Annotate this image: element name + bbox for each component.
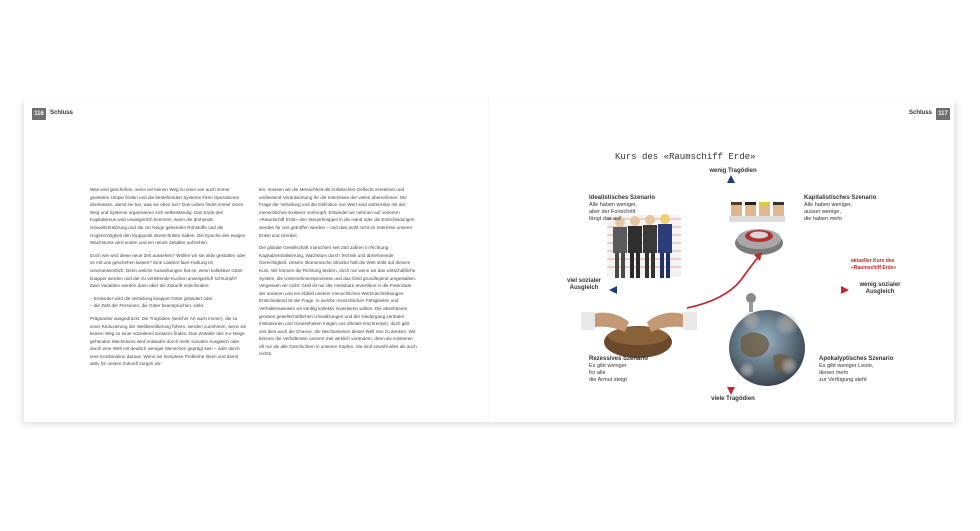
axis-label-left: viel sozialer Ausgleich (566, 278, 602, 291)
scenario-apocalyptic (819, 356, 893, 384)
apocalypse-earth-illustration (729, 293, 805, 386)
scenario-text: Alle haben weniger, aber der Fortschritt fängt das auf (589, 202, 638, 222)
paragraph: len, müssen wir die Menschheit als holistisches Geflecht verstehen und umfassend Verantwortung für die Interessen der vielen übernehmen. Die Frage der Verteilung und die Definition von Wert sind untrennbar mit der menschlichen Existenz verknüpft. Entweder wir nehmen auf unserem «Raumschiff Erde» den Steuerknüppel in die Hand oder die Entscheidungen werden für uns getroffen werden – und dies wohl nicht im Interesse unserer Enkel und Urenkel. (259, 187, 415, 238)
diagram-title: Kurs des «Raumschiff Erde» (615, 152, 756, 162)
spaceship-illustration (735, 229, 783, 255)
paragraph: Die globale Gesellschaft marschiert seit 250 Jahren in Richtung Kapitalzentralisierung, Wachstum durch Technik und abnehmende Gerechtigkeit. Unsere ökonomische Struktur hält die Welt strikt auf diesem Kurs. Wir können die Richtung ändern, doch nur wenn wir das wirtschaftliche System, die Unternehmensprozesse und das Geld grundlegend umgestalten. Vergessen wir nicht: Geld ist nur der messbare Investition in die Potenziale der anderen und ein Abbild unserer menschlichen Wertzuschreibungen. Entscheidend ist die Frage, in welche menschlichen Fähigkeiten und Verhaltensweisen wir künftig kollektiv investieren wollen. Die absehbaren grossen gesellschaftlichen Umwälzungen und der Niedergang zentraler Institutionen und Gewissheiten mögen uns oftmals erschrecken, doch gibt uns dies auch die Chance, die Mechanismen dieser Welt neu zu denken. Wir können die Verhältnisse unserer Zeit wirklich verändern, denn sie existieren oft nur als alte Geschichten in unseren Köpfen. Sie sind sowohl alles als auch nichts. (259, 245, 417, 357)
axis-label-right: wenig sozialer Ausgleich (859, 282, 901, 295)
left-running-head: Schluss (50, 110, 74, 116)
right-running-head: Schluss (908, 110, 932, 116)
paragraph: Was wird geschehen, wenn wir keinen Weg zu einer wie auch immer gearteten Utopie finden und die bestehenden Systeme ihren Operationen überlassen, damit sie tun, was sie eben tun? Das Leben findet immer einen Weg und Systeme organisieren sich selbstständig. Das Ende des Kapitalismus wird unweigerlich kommen, wenn die drohende Umweltzerstörung und die zur Neige gehenden Rohstoffe und die Ungerechtigkeit den Kipppunkt überschritten haben. Die Epoche des ewigen Wachstums wird enden und ein neues Zeitalter aufziehen. (90, 187, 246, 246)
axis-label-bottom: viele Tragödien (711, 396, 755, 402)
scenario-title: Rezessives Szenario (589, 356, 649, 362)
scenario-text: Es gibt weniger für alle die Armut steigt (589, 363, 627, 383)
left-page-number: 116 (32, 108, 46, 120)
paragraph: – Entweder wird die Verteilung knapper Güter geändert oder – die Zahl der Personen, die Güter beanspruchen, sinkt. (90, 295, 213, 309)
text-column-1 (90, 186, 248, 373)
scenario-recessive (589, 356, 648, 384)
paragraph: Prägnanter ausgedrückt: Die Tragödien (welcher Art auch immer), die zu einer Reduzierung der Weltbevölkerung führen, werden zunehmen, wenn wir keinen Weg zu einer sozialeren Existenz finden. Das Zeitalter des zur Neige gehenden Wachstums wird entweder durch mehr sozialen Ausgleich oder durch eine Welt mit deutlich weniger Menschen geprägt sein – oder durch eine Kombination daraus. Wenn wir komplexe Probleme lösen und damit aktiv für unsere Zukunft sorgen wir- (90, 315, 247, 367)
book-spread (24, 100, 954, 422)
paragraph: Doch wie wird diese neue Zeit aussehen? Wollen wir sie aktiv gestalten oder es mit uns geschehen lassen? Eine Laissez-faire-Haltung ist unverantwortlich. Denn welche Auswirkungen hat es, wenn kollektive Güter knapper werden und der zu verteilende Kuchen unweigerlich schrumpft? Zwei Variablen werden dann über die Zukunft entscheiden: (90, 252, 246, 289)
scenario-title: Kapitalistisches Szenario (804, 195, 877, 201)
text-column-2 (259, 186, 417, 363)
scenario-title: Idealistisches Szenario (589, 195, 656, 201)
left-page (24, 100, 489, 422)
scenario-capitalist (804, 195, 876, 223)
scenario-title: Apokalyptisches Szenario (819, 356, 894, 362)
scenario-text: Alle haben weniger, ausser wenige, die haben mehr (804, 202, 853, 222)
right-page-number: 117 (936, 108, 950, 120)
scenario-idealistic (589, 195, 655, 223)
scenario-text: Es gibt weniger Leute, denen mehr zur Verfügung steht (819, 363, 874, 383)
capitalist-people-illustration (729, 202, 785, 222)
axis-label-top: wenig Tragödien (709, 168, 757, 174)
recession-bread-illustration (581, 312, 697, 358)
current-course-label: aktueller Kurs des «Raumschiff Erde» (851, 258, 897, 271)
right-page (489, 100, 954, 422)
